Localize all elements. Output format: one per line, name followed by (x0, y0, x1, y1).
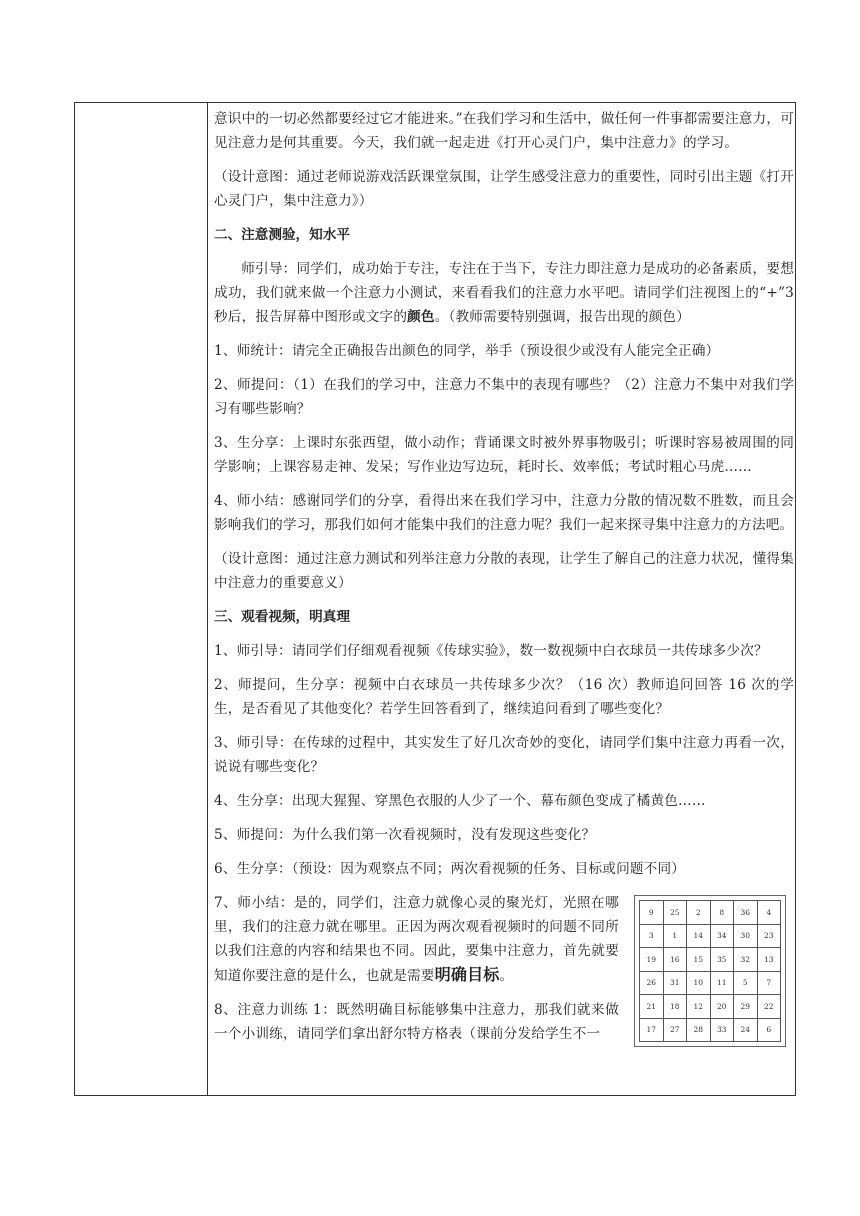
schulte-row (640, 971, 781, 995)
schulte-row (640, 1018, 781, 1042)
schulte-cell: 18 (663, 995, 687, 1019)
section-3-item-5: 5、师提问：为什么我们第一次看视频时，没有发现这些变化？ (214, 827, 596, 843)
schulte-cell: 27 (663, 1018, 687, 1042)
intro-paragraph: 意识中的一切必然都要经过它才能进来。”在我们学习和生活中，做任何一件事都需要注意力，可见注意力是何其重要。今天，我们就一起走进《打开心灵门户，集中注意力》的学习。 (214, 111, 794, 151)
schulte-cell: 36 (734, 901, 758, 925)
schulte-cell: 33 (710, 1018, 734, 1042)
schulte-cell: 11 (710, 971, 734, 995)
design-note-2: （设计意图：通过注意力测试和列举注意力分散的表现，让学生了解自己的注意力状况，懂得集中注意力的重要意义） (214, 551, 794, 591)
schulte-cell: 15 (687, 948, 711, 972)
clear-goal-emphasis: 明确目标 (434, 965, 500, 984)
schulte-cell: 14 (687, 924, 711, 948)
section-2-title: 二、注意测验，知水平 (214, 227, 350, 243)
schulte-cell: 4 (757, 901, 781, 925)
schulte-cell: 6 (757, 1018, 781, 1042)
schulte-cell: 12 (687, 995, 711, 1019)
schulte-cell: 24 (734, 1018, 758, 1042)
schulte-cell: 9 (640, 901, 664, 925)
content-column (214, 103, 794, 1046)
schulte-cell: 29 (734, 995, 758, 1019)
schulte-cell: 19 (640, 948, 664, 972)
schulte-cell: 26 (640, 971, 664, 995)
schulte-cell: 28 (687, 1018, 711, 1042)
schulte-cell: 22 (757, 995, 781, 1019)
section-2-item-4: 4、师小结：感谢同学们的分享，看得出来在我们学习中，注意力分散的情况数不胜数，而且会影响我们的学习，那我们如何才能集中我们的注意力呢？我们一起来探寻集中注意力的方法吧。 (214, 493, 794, 533)
schulte-cell: 3 (640, 924, 664, 948)
section-2-item-1: 1、师统计：请完全正确报告出颜色的同学，举手（预设很少或没有人能完全正确） (214, 343, 720, 359)
schulte-cell: 23 (757, 924, 781, 948)
section-2-item-3: 3、生分享：上课时东张西望，做小动作；背诵课文时被外界事物吸引；听课时容易被周围的同学影响；上课容易走神、发呆；写作业边写边玩，耗时长、效率低；考试时粗心马虎…… (214, 435, 794, 475)
schulte-row (640, 901, 781, 925)
section-3-item-1: 1、师引导：请同学们仔细观看视频《传球实验》，数一数视频中白衣球员一共传球多少次？ (214, 643, 768, 659)
schulte-cell: 13 (757, 948, 781, 972)
schulte-row (640, 924, 781, 948)
schulte-cell: 17 (640, 1018, 664, 1042)
schulte-cell: 16 (663, 948, 687, 972)
schulte-cell: 34 (710, 924, 734, 948)
schulte-cell: 5 (734, 971, 758, 995)
section-3-item-6: 6、生分享：（预设：因为观察点不同；两次看视频的任务、目标或问题不同） (214, 861, 686, 877)
summary-with-grid (214, 891, 794, 1046)
schulte-cell: 2 (687, 901, 711, 925)
section-2-guide: 师引导：同学们，成功始于专注，专注在于当下，专注力即注意力是成功的必备素质，要想成功，我们就来做一个注意力小测试，来看看我们的注意力水平吧。请同学们注视图上的“+”3 秒后，报告屏幕中图形或文字的颜色。（教师需要特别强调，报告出现的颜色） (214, 261, 794, 325)
section-3-item-8: 8、注意力训练 1：既然明确目标能够集中注意力，那我们就来做一个小训练，请同学们拿出舒尔特方格表（课前分发给学生不一 (214, 1002, 619, 1042)
schulte-cell: 20 (710, 995, 734, 1019)
schulte-cell: 7 (757, 971, 781, 995)
schulte-row (640, 948, 781, 972)
section-3-item-7: 7、师小结：是的，同学们，注意力就像心灵的聚光灯，光照在哪里，我们的注意力就在哪里。正因为两次观看视频时的问题不同所以我们注意的内容和结果也不同。因此，要集中注意力，首先就要知道你要注意的是什么，也就是需要明确目标。 (214, 895, 619, 984)
schulte-row (640, 995, 781, 1019)
schulte-cell: 21 (640, 995, 664, 1019)
lesson-table (74, 102, 796, 1096)
schulte-cell: 10 (687, 971, 711, 995)
schulte-cell: 1 (663, 924, 687, 948)
left-column (75, 103, 208, 1095)
schulte-cell: 8 (710, 901, 734, 925)
section-2-item-2: 2、师提问：（1）在我们的学习中，注意力不集中的表现有哪些？（2）注意力不集中对我们学习有哪些影响？ (214, 377, 794, 417)
schulte-cell: 31 (663, 971, 687, 995)
section-3-item-2: 2、师提问，生分享：视频中白衣球员一共传球多少次？（16 次）教师追问回答 16 次的学生，是否看见了其他变化？若学生回答看到了，继续追问看到了哪些变化？ (214, 677, 794, 717)
schulte-cell: 25 (663, 901, 687, 925)
design-note-1: （设计意图：通过老师说游戏活跃课堂氛围，让学生感受注意力的重要性，同时引出主题《打开心灵门户，集中注意力》） (214, 169, 794, 209)
schulte-grid-image (634, 895, 786, 1047)
schulte-cell: 32 (734, 948, 758, 972)
section-3-item-3: 3、师引导：在传球的过程中，其实发生了好几次奇妙的变化，请同学们集中注意力再看一次，说说有哪些变化？ (214, 735, 794, 775)
guide-bold-word: 颜色 (407, 309, 435, 325)
schulte-grid (639, 900, 781, 1042)
section-3-title: 三、观看视频，明真理 (214, 609, 350, 625)
schulte-cell: 35 (710, 948, 734, 972)
schulte-cell: 30 (734, 924, 758, 948)
section-3-item-4: 4、生分享：出现大猩猩、穿黑色衣服的人少了一个、幕布颜色变成了橘黄色…… (214, 793, 706, 809)
